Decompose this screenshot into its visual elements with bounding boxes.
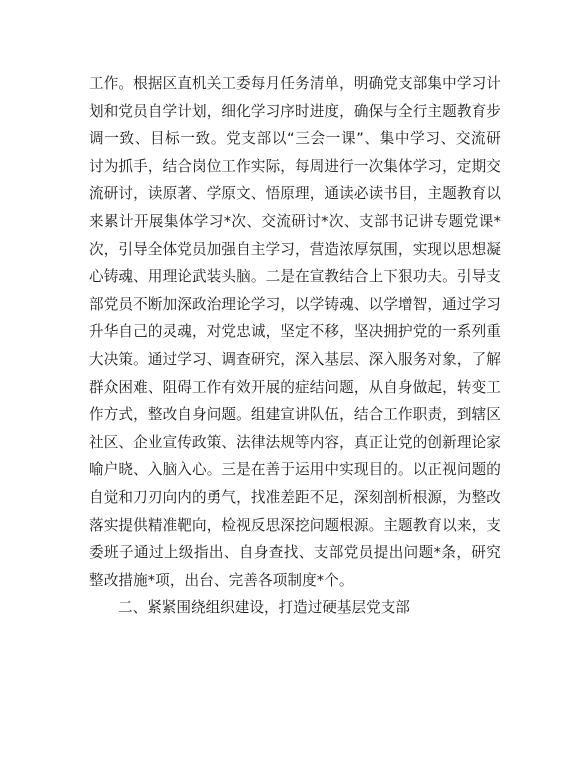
body-paragraph: 工作。根据区直机关工委每月任务清单，明确党支部集中学习计划和党员自学计划，细化学习序时进度，确保与全行主题教育步调一致、目标一致。党支部以“三会一课”、集中学习、交流研讨为抓手，结合岗位工作实际，每周进行一次集体学习，定期交流研讨，读原著、学原文、悟原理，通读必读书目，主题教育以来累计开展集体学习*次、交流研讨*次、支部书记讲专题党课*次，引导全体党员加强自主学习，营造浓厚氛围，实现以思想凝心铸魂、用理论武装头脑。二是在宣教结合上下狠功夫。引导支部党员不断加深政治理论学习，以学铸魂、以学增智，通过学习升华自己的灵魂，对党忠诚，坚定不移，坚决拥护党的一系列重大决策。通过学习、调查研究，深入基层、深入服务对象，了解群众困难、阻碍工作有效开展的症结问题，从自身做起，转变工作方式，整改自身问题。组建宣讲队伍，结合工作职责，到辖区社区、企业宣传政策、法律法规等内容，真正让党的创新理论家喻户晓、入脑入心。三是在善于运用中实现目的。以正视问题的自觉和刀刃向内的勇气，找准差距不足，深刻剖析根源，为整改落实提供精准靶向，检视反思深挖问题根源。主题教育以来，支委班子通过上级指出、自身查找、支部党员提出问题*条，研究整改措施*项，出台、完善各项制度*个。 (89, 75, 501, 589)
section-heading: 二、紧紧围绕组织建设，打造过硬基层党支部 (118, 599, 410, 616)
